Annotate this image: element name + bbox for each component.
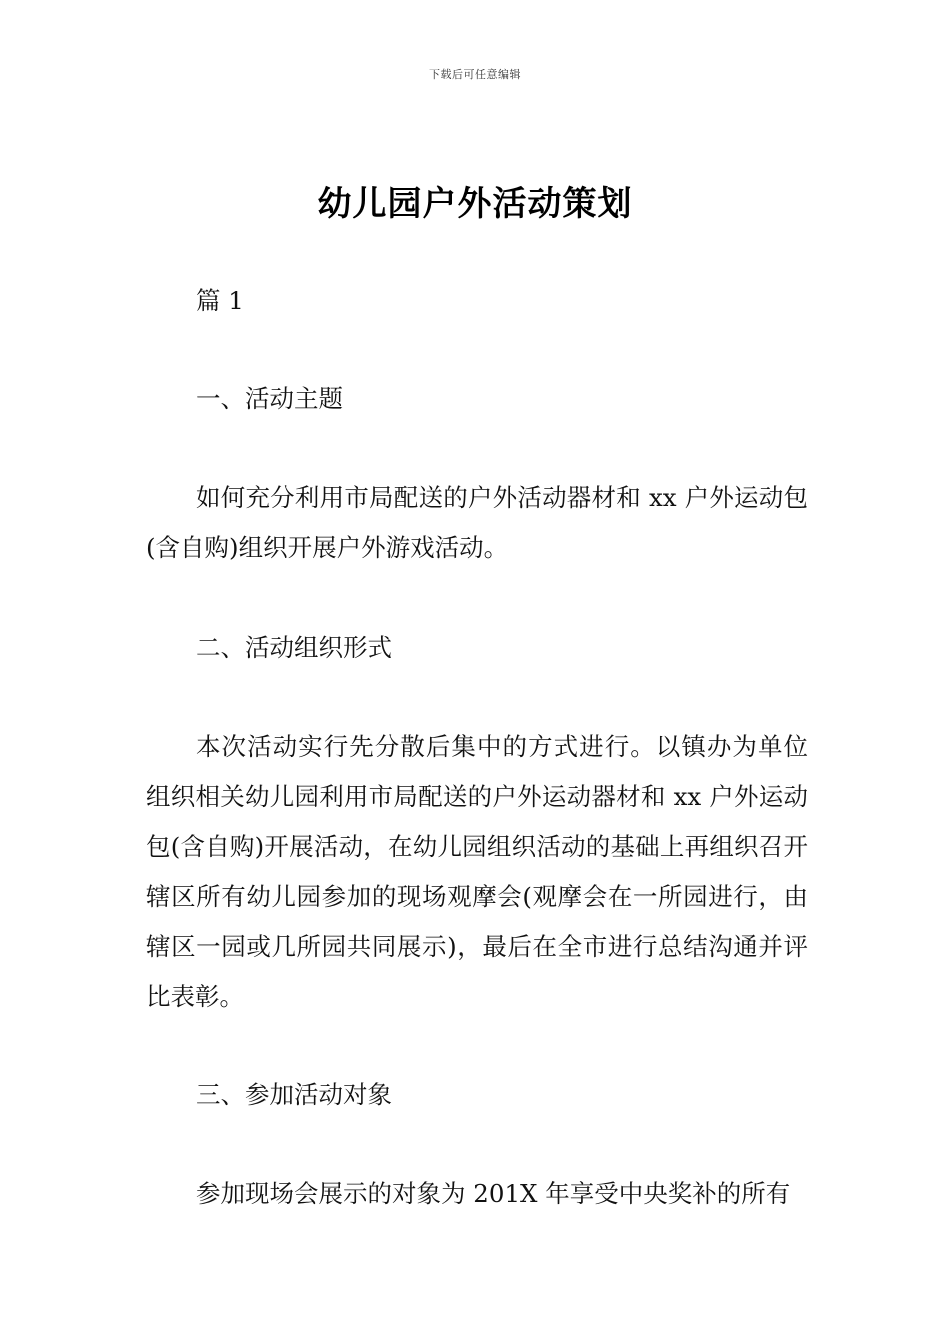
section-heading-3: 三、参加活动对象 [196,1080,392,1109]
header-note: 下载后可任意编辑 [429,68,521,81]
section-paragraph-2: 本次活动实行先分散后集中的方式进行。以镇办为单位组织相关幼儿园利用市局配送的户外运动器材和 xx 户外运动包(含自购)开展活动，在幼儿园组织活动的基础上再组织召开辖区所有幼儿园参加的现场观摩会(观摩会在一所园进行，由辖区一园或几所园共同展示)，最后在全市进行总结沟通并评比表彰。 [146,732,808,1011]
section-paragraph-1: 如何充分利用市局配送的户外活动器材和 xx 户外运动包(含自购)组织开展户外游戏活动。 [146,483,808,562]
part-label: 篇 1 [196,286,244,315]
section-paragraph-3: 参加现场会展示的对象为 201X 年享受中央奖补的所有 [196,1179,791,1208]
document-title: 幼儿园户外活动策划 [317,184,633,224]
section-heading-1: 一、活动主题 [196,384,343,413]
section-heading-2: 二、活动组织形式 [196,633,392,662]
